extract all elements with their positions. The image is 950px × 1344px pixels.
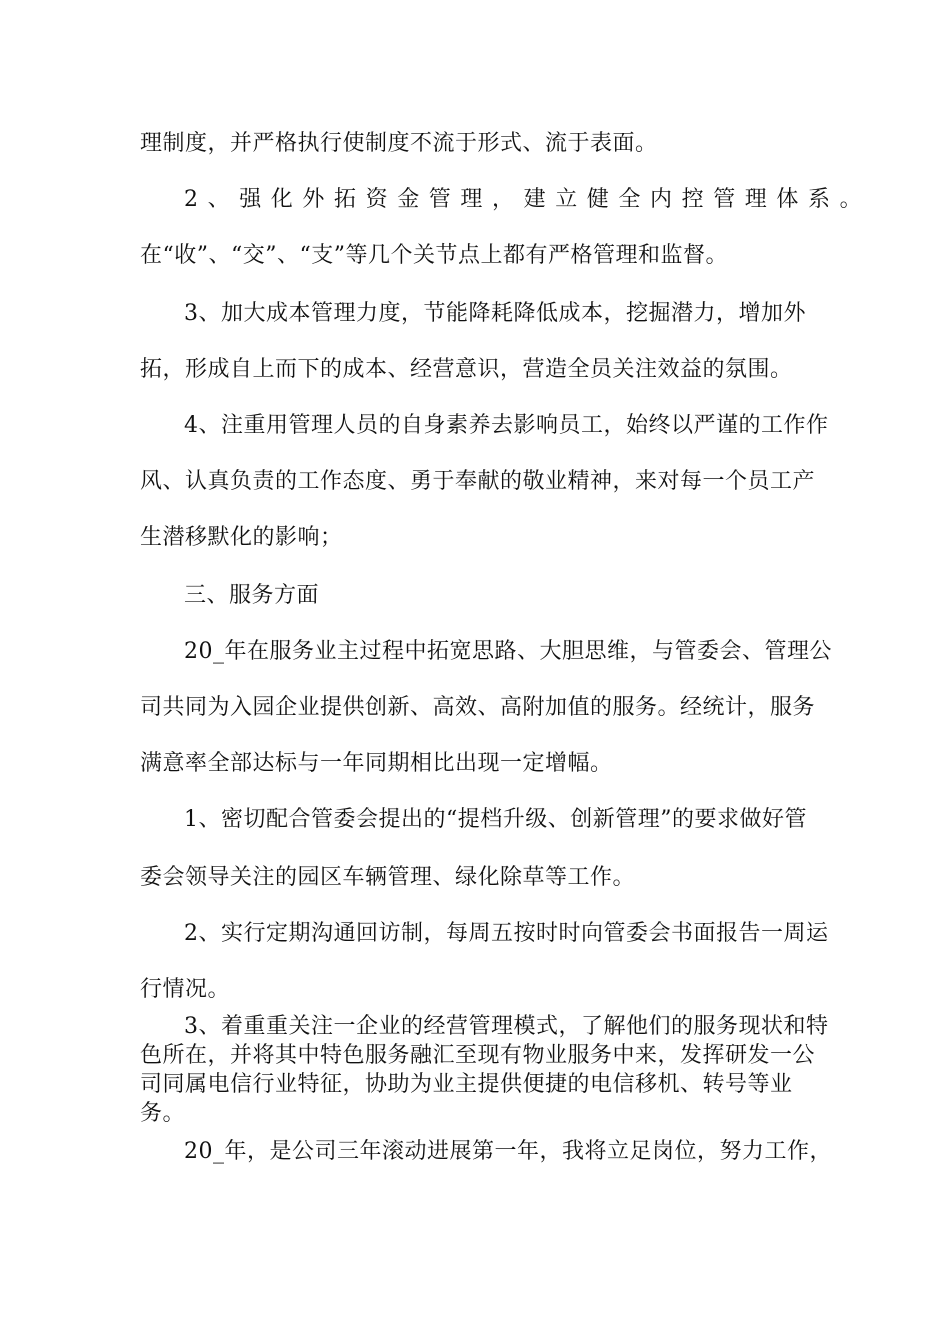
text-line: 满意率全部达标与一年同期相比出现一定增幅。 [140, 751, 613, 776]
text-line: 3、加大成本管理力度，节能降耗降低成本，挖掘潜力，增加外 [184, 301, 806, 326]
text-line: 司同属电信行业特征，协助为业主提供便捷的电信移机、转号等业 [140, 1072, 793, 1097]
text-line: 4、注重用管理人员的自身素养去影响员工，始终以严谨的工作作 [184, 413, 829, 438]
text-line: 1、密切配合管委会提出的“提档升级、创新管理”的要求做好管 [184, 807, 807, 832]
text-line: 务。 [140, 1101, 186, 1126]
text-line: 20_年在服务业主过程中拓宽思路、大胆思维，与管委会、管理公 [184, 639, 832, 664]
text-line: 拓，形成自上而下的成本、经营意识，营造全员关注效益的氛围。 [140, 357, 793, 382]
section-heading: 三、服务方面 [184, 583, 320, 608]
text-line: 风、认真负责的工作态度、勇于奉献的敬业精神，来对每一个员工产 [140, 469, 816, 494]
text-line: 3、着重重关注一企业的经营管理模式，了解他们的服务现状和特 [184, 1014, 829, 1039]
text-line: 理制度，并严格执行使制度不流于形式、流于表面。 [140, 131, 658, 156]
text-line: 色所在，并将其中特色服务融汇至现有物业服务中来，发挥研发一公 [140, 1043, 816, 1068]
text-line: 20_年，是公司三年滚动进展第一年，我将立足岗位，努力工作， [184, 1139, 832, 1164]
text-line: 在“收”、“交”、“支”等几个关节点上都有严格管理和监督。 [140, 243, 728, 268]
text-line: 2、实行定期沟通回访制，每周五按时时向管委会书面报告一周运 [184, 921, 829, 946]
text-line: 司共同为入园企业提供创新、高效、高附加值的服务。经统计，服务 [140, 695, 816, 720]
text-line: 生潜移默化的影响； [140, 525, 343, 550]
text-line: 行情况。 [140, 977, 231, 1002]
text-line: 2、强化外拓资金管理，建立健全内控管理体系。 [184, 187, 872, 212]
text-line: 委会领导关注的园区车辆管理、绿化除草等工作。 [140, 865, 636, 890]
